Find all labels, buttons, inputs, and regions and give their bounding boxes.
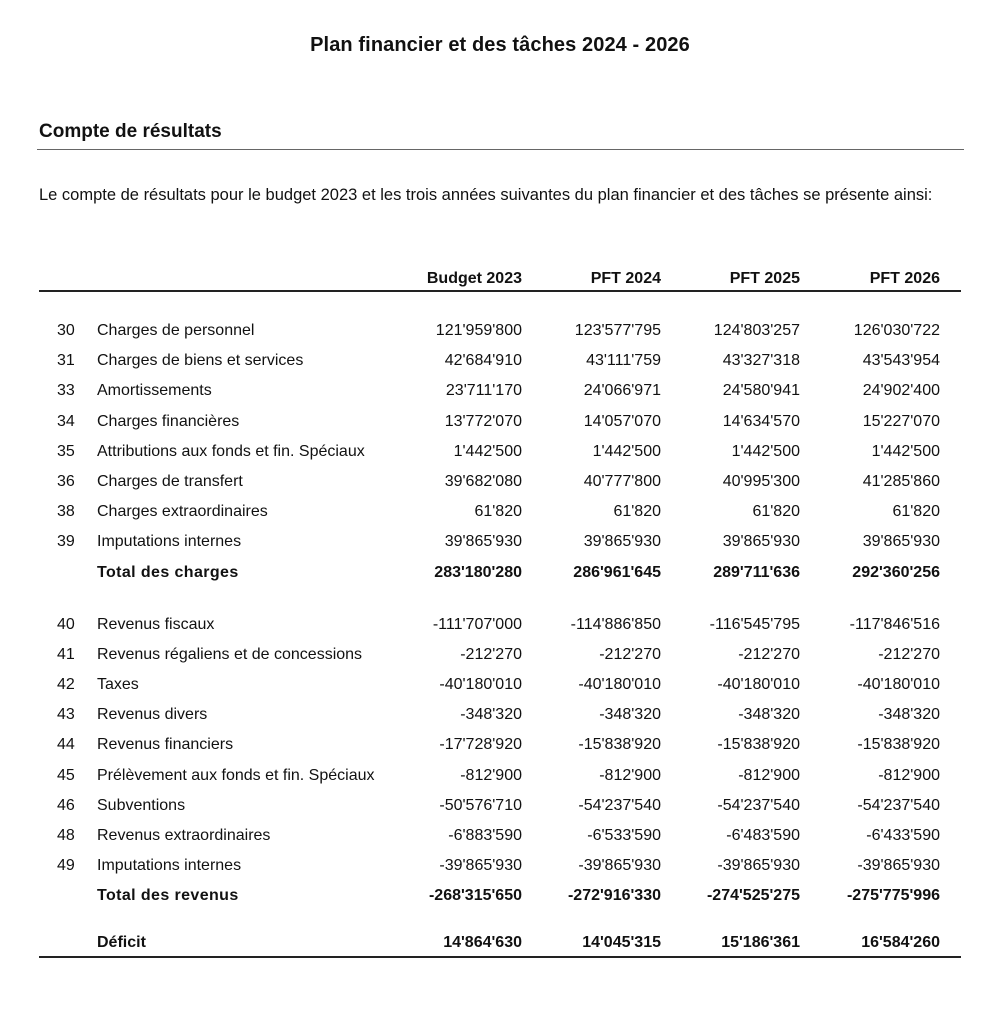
value-pft-2024: 61'820 [613,503,661,521]
value-pft-2024: 286'961'645 [573,563,661,581]
table-row [39,670,961,700]
value-pft-2026: 61'820 [892,503,940,521]
value-pft-2025: -15'838'920 [717,736,800,754]
row-label: Total des charges [97,563,239,581]
value-budget-2023: 61'820 [474,503,522,521]
value-budget-2023: 42'684'910 [444,352,522,370]
row-label: Revenus extraordinaires [97,827,271,844]
value-pft-2024: -812'900 [599,766,661,784]
row-label: Imputations internes [97,533,242,551]
account-code: 34 [57,412,75,430]
account-code: 49 [57,857,75,875]
value-pft-2025: 39'865'930 [722,533,800,551]
column-header-budget-2023: Budget 2023 [426,270,522,287]
table-row [39,376,961,406]
value-pft-2025: 14'634'570 [722,412,800,430]
value-pft-2025: 289'711'636 [713,563,800,581]
value-budget-2023: -348'320 [460,706,522,724]
table-row [39,791,961,821]
total-revenus-row [39,881,961,911]
value-pft-2024: -54'237'540 [578,796,661,814]
account-code: 35 [57,442,75,460]
intro-paragraph: Le compte de résultats pour le budget 2023 et les trois années suivantes du plan financier et des tâches se présente ainsi: [39,186,933,204]
value-budget-2023: 39'865'930 [444,533,522,551]
account-code: 45 [57,766,75,784]
row-label: Charges financières [97,412,240,430]
table-row [39,437,961,467]
value-budget-2023: 39'682'080 [444,472,522,490]
section-title: Compte de résultats [39,121,222,142]
value-pft-2025: -348'320 [738,706,800,724]
value-pft-2025: -116'545'795 [709,615,800,633]
income-statement-table [39,268,961,958]
table-row [39,497,961,527]
value-pft-2026: 24'902'400 [862,382,940,400]
value-budget-2023: -40'180'010 [439,676,522,694]
value-pft-2026: -6'433'590 [866,827,940,844]
deficit-row [39,928,961,954]
value-budget-2023: -212'270 [460,645,522,663]
row-label: Subventions [97,796,186,814]
value-pft-2026: -275'775'996 [846,887,940,905]
value-pft-2026: 16'584'260 [861,933,940,951]
value-pft-2025: -212'270 [738,645,800,663]
charges-section [39,316,961,558]
value-pft-2026: -40'180'010 [857,676,940,694]
row-label: Charges de personnel [97,322,255,339]
page-title: Plan financier et des tâches 2024 - 2026 [310,34,690,56]
value-budget-2023: -111'707'000 [432,615,522,633]
row-label: Imputations internes [97,857,242,875]
value-budget-2023: -812'900 [460,766,522,784]
total-charges-row [39,558,961,588]
value-pft-2025: 124'803'257 [713,322,800,339]
value-pft-2025: 43'327'318 [722,352,800,370]
value-budget-2023: 283'180'280 [434,563,522,581]
value-pft-2024: 14'057'070 [583,412,661,430]
account-code: 42 [57,676,75,694]
row-label: Taxes [97,676,139,694]
account-code: 40 [57,615,75,633]
value-pft-2025: -812'900 [738,766,800,784]
value-pft-2026: -212'270 [878,645,940,663]
table-row [39,851,961,881]
value-pft-2024: 1'442'500 [592,442,661,460]
account-code: 43 [57,706,75,724]
section-divider [37,149,964,150]
table-row [39,467,961,497]
value-pft-2026: -39'865'930 [857,857,940,875]
row-label: Charges extraordinaires [97,503,268,521]
value-pft-2025: -54'237'540 [717,796,800,814]
row-label: Total des revenus [97,887,239,905]
value-pft-2025: -274'525'275 [706,887,800,905]
value-pft-2026: 41'285'860 [862,472,940,490]
table-row [39,346,961,376]
value-pft-2025: 24'580'941 [722,382,800,400]
value-budget-2023: 23'711'170 [445,382,522,400]
value-pft-2026: 1'442'500 [871,442,940,460]
value-pft-2026: 39'865'930 [862,533,940,551]
value-pft-2024: 14'045'315 [582,933,661,951]
account-code: 48 [57,827,75,844]
value-budget-2023: -17'728'920 [439,736,522,754]
table-bottom-rule [39,956,961,958]
account-code: 33 [57,382,75,400]
value-pft-2025: -39'865'930 [717,857,800,875]
value-pft-2024: -348'320 [599,706,661,724]
table-row [39,407,961,437]
row-label: Charges de transfert [97,472,243,490]
value-pft-2026: 292'360'256 [852,563,940,581]
row-label: Amortissements [97,382,212,400]
table-header [39,268,961,292]
value-pft-2026: 15'227'070 [862,412,940,430]
value-pft-2025: -6'483'590 [726,827,800,844]
value-pft-2024: -39'865'930 [578,857,661,875]
row-label: Charges de biens et services [97,352,304,370]
value-pft-2024: -40'180'010 [578,676,661,694]
value-pft-2024: 39'865'930 [583,533,661,551]
value-pft-2024: -6'533'590 [587,827,661,844]
value-budget-2023: -268'315'650 [428,887,522,905]
row-label: Revenus fiscaux [97,615,215,633]
value-pft-2026: -15'838'920 [857,736,940,754]
column-header-pft-2026: PFT 2026 [869,270,940,287]
account-code: 41 [57,645,75,663]
row-label: Attributions aux fonds et fin. Spéciaux [97,442,365,460]
value-pft-2024: 40'777'800 [583,472,661,490]
table-row [39,761,961,791]
row-label: Revenus régaliens et de concessions [97,645,363,663]
value-pft-2026: 126'030'722 [853,322,940,339]
value-pft-2026: -812'900 [878,766,940,784]
value-pft-2024: 43'111'759 [586,352,661,370]
account-code: 46 [57,796,75,814]
value-pft-2026: -54'237'540 [857,796,940,814]
table-row [39,821,961,851]
account-code: 38 [57,503,75,521]
table-row [39,730,961,760]
value-budget-2023: -6'883'590 [448,827,522,844]
value-pft-2026: -348'320 [878,706,940,724]
table-row [39,316,961,346]
value-budget-2023: 1'442'500 [453,442,522,460]
account-code: 31 [57,352,75,370]
account-code: 39 [57,533,75,551]
value-pft-2025: 61'820 [752,503,800,521]
value-pft-2024: -15'838'920 [578,736,661,754]
column-header-pft-2025: PFT 2025 [729,270,800,287]
row-label: Déficit [97,933,146,951]
revenus-section [39,610,961,882]
row-label: Prélèvement aux fonds et fin. Spéciaux [97,766,375,784]
account-code: 36 [57,472,75,490]
value-pft-2024: -212'270 [599,645,661,663]
row-label: Revenus financiers [97,736,234,754]
value-budget-2023: 121'959'800 [435,322,522,339]
table-row [39,700,961,730]
value-pft-2025: -40'180'010 [717,676,800,694]
value-pft-2024: 24'066'971 [583,382,661,400]
value-pft-2025: 1'442'500 [731,442,800,460]
row-label: Revenus divers [97,706,208,724]
value-pft-2025: 40'995'300 [722,472,800,490]
table-row [39,640,961,670]
table-row [39,610,961,640]
value-pft-2026: -117'846'516 [849,615,940,633]
value-pft-2026: 43'543'954 [862,352,940,370]
value-pft-2024: 123'577'795 [574,322,661,339]
value-pft-2024: -272'916'330 [567,887,661,905]
value-pft-2024: -114'886'850 [570,615,661,633]
value-budget-2023: 13'772'070 [444,412,522,430]
column-header-pft-2024: PFT 2024 [590,270,661,287]
table-row [39,527,961,557]
value-budget-2023: -50'576'710 [439,796,522,814]
account-code: 30 [57,322,75,339]
account-code: 44 [57,736,75,754]
value-budget-2023: 14'864'630 [443,933,522,951]
value-budget-2023: -39'865'930 [439,857,522,875]
value-pft-2025: 15'186'361 [721,933,800,951]
